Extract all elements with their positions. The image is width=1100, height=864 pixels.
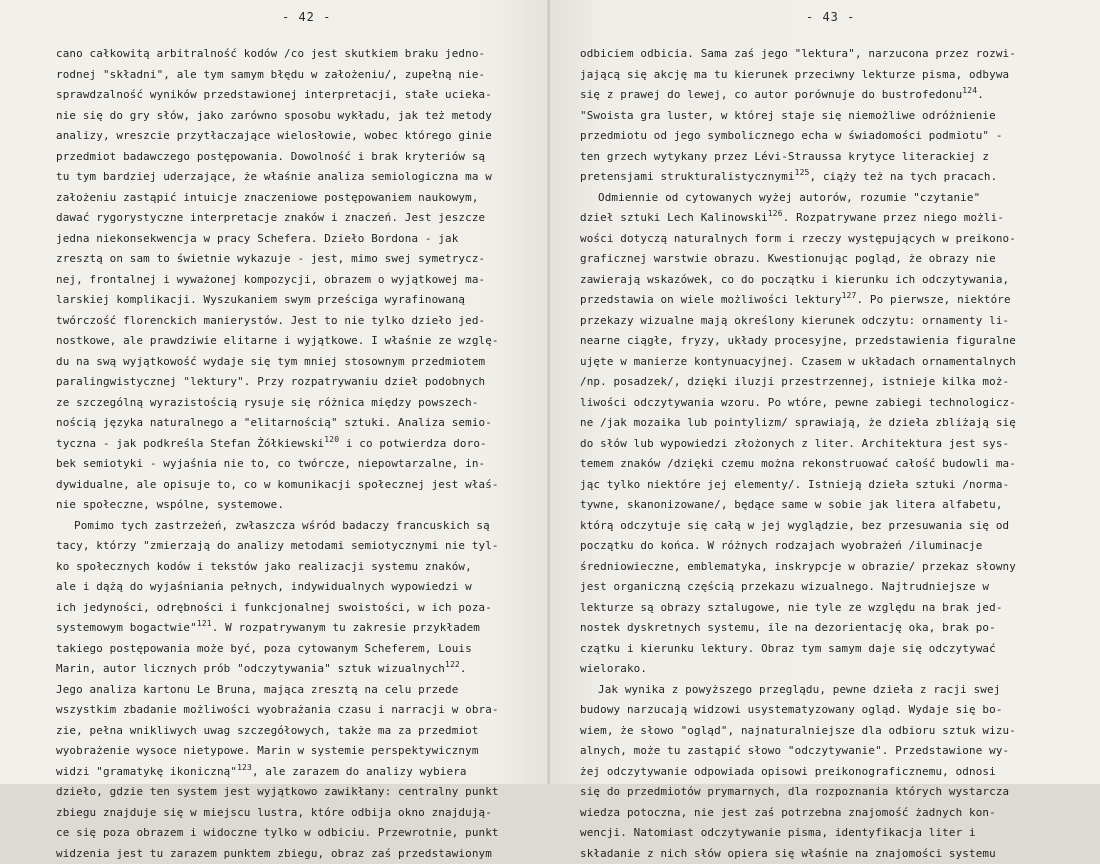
text-line: jest organiczną częścią przekazu wizualnego. Najtrudniejsze w [580,577,1050,598]
left-page [0,0,550,784]
left-page-text [56,44,524,864]
text-line: ce się poza obrazem i widoczne tylko w odbiciu. Przewrotnie, punkt [56,823,524,844]
right-page-text [580,44,1050,864]
text-line: ne /jak mozaika lub pointylizm/ sprawiają, że dzieła zbliżają się [580,413,1050,434]
footnote-reference: 122 [445,660,460,669]
text-line: założeniu zastąpić intuicje znaczeniowe postępowaniem naukowym, [56,188,524,209]
text-line: widzi "gramatykę ikoniczną"$^{123}$, ale zarazem do analizy wybiera [56,762,524,783]
text-line: jającą się akcję ma tu kierunek przeciwny lekturze pisma, odbywa [580,65,1050,86]
text-line: dywidualne, ale opisuje to, co w komunikacji społecznej jest właś- [56,475,524,496]
text-line: bek semiotyki - wyjaśnia nie to, co twórcze, niepowtarzalne, in- [56,454,524,475]
text-line: ko społecznych kodów i tekstów jako realizacji systemu znaków, [56,557,524,578]
text-line: graficznej warstwie obrazu. Kwestionując pogląd, że obrazy nie [580,249,1050,270]
text-line: alnych, może tu zastąpić słowo "odczytywanie". Przedstawione wy- [580,741,1050,762]
text-line: ten grzech wytykany przez Lévi-Straussa krytyce literackiej z [580,147,1050,168]
text-line: tacy, którzy "zmierzają do analizy metodami semiotycznymi nie tyl- [56,536,524,557]
footnote-reference: 126 [768,209,783,218]
footnote-reference: 125 [795,168,810,177]
text-line: lekturze są obrazy sztalugowe, nie tyle ze względu na brak jed- [580,598,1050,619]
text-line: wencji. Natomiast odczytywanie pisma, identyfikacja liter i [580,823,1050,844]
text-line: którą odczytuje się całą w jej wyglądzie, bez przesuwania się od [580,516,1050,537]
text-line: temem znaków /dzięki czemu można rekonstruować całość budowli ma- [580,454,1050,475]
text-line: Jego analiza kartonu Le Bruna, mająca zresztą na celu przede [56,680,524,701]
footnote-reference: 123 [237,763,252,772]
text-line: larskiej komplikacji. Wyszukaniem swym prześciga wyrafinowaną [56,290,524,311]
text-line: odbiciem odbicia. Sama zaś jego "lektura", narzucona przez rozwi- [580,44,1050,65]
text-line: nie społeczne, wspólne, systemowe. [56,495,524,516]
text-line: pretensjami strukturalistycznymi$^{125}$, ciąży też na tych pracach. [580,167,1050,188]
text-line: wszystkim zbadanie możliwości wyobrażania czasu i narracji w obra- [56,700,524,721]
page-number-left: - 42 - [282,10,331,24]
text-line: takiego postępowania może być, poza cytowanym Scheferem, Louis [56,639,524,660]
text-line: czątku i kierunku lektury. Obraz tym samym daje się odczytywać [580,639,1050,660]
text-line: jedna niekonsekwencja w pracy Schefera. Dzieło Bordona - jak [56,229,524,250]
text-line: składanie z nich słów opiera się właśnie na znajomości systemu [580,844,1050,864]
text-line: dzieł sztuki Lech Kalinowski$^{126}$. Rozpatrywane przez niego możli- [580,208,1050,229]
text-line: do słów lub wypowiedzi złożonych z liter. Architektura jest sys- [580,434,1050,455]
text-line: zbiegu znajduje się w miejscu lustra, które odbija okno znajdują- [56,803,524,824]
text-line: wości dotyczą naturalnych form i rzeczy występujących w preikono- [580,229,1050,250]
text-line: przedstawia on wiele możliwości lektury$^{127}$. Po pierwsze, niektóre [580,290,1050,311]
text-line: wielorako. [580,659,1050,680]
text-line: nearne ciągłe, fryzy, układy procesyjne, przedstawienia figuralne [580,331,1050,352]
text-line: ich jedyności, odrębności i funkcjonalnej swoistości, w ich poza- [56,598,524,619]
text-line: Pomimo tych zastrzeżeń, zwłaszcza wśród badaczy francuskich są [56,516,524,537]
text-line: dawać rygorystyczne interpretacje znaków i znaczeń. Jest jeszcze [56,208,524,229]
text-line: widzenia jest tu zarazem punktem zbiegu, obraz zaś przedstawionym [56,844,524,864]
footnote-reference: 121 [197,619,212,628]
text-line: dzieło, gdzie ten system jest wyjątkowo zawikłany: centralny punkt [56,782,524,803]
text-line: Jak wynika z powyższego przeglądu, pewne dzieła z racji swej [580,680,1050,701]
footnote-reference: 124 [962,86,977,95]
text-line: analizy, wreszcie przytłaczające wielosłowie, wobec którego ginie [56,126,524,147]
text-line: rodnej "składni", ale tym samym błędu w założeniu/, zupełną nie- [56,65,524,86]
text-line: Marin, autor licznych prób "odczytywania" sztuk wizualnych$^{122}$. [56,659,524,680]
text-line: tywne, skanonizowane/, będące same w sobie jak litera alfabetu, [580,495,1050,516]
text-line: ze szczególną wyrazistością rysuje się różnica między powszech- [56,393,524,414]
text-line: ale i dążą do wyjaśniania pełnych, indywidualnych wypowiedzi w [56,577,524,598]
text-line: przedmiotu od jego symbolicznego echa w świadomości podmiotu" - [580,126,1050,147]
text-line: ujęte w manierze kontynuacyjnej. Czasem w układach ornamentalnych [580,352,1050,373]
text-line: "Swoista gra luster, w której staje się niemożliwe odróżnienie [580,106,1050,127]
text-line: się z prawej do lewej, co autor porównuje do bustrofedonu$^{124}$. [580,85,1050,106]
right-page [550,0,1100,784]
text-line: systemowym bogactwie"$^{121}$. W rozpatrywanym tu zakresie przykładem [56,618,524,639]
text-line: przedmiot badawczego postępowania. Dowolność i brak kryteriów są [56,147,524,168]
text-line: wiedza potoczna, nie jest zaś potrzebna znajomość żadnych kon- [580,803,1050,824]
text-line: wyobrażenie wysoce nietypowe. Marin w systemie perspektywicznym [56,741,524,762]
text-line: budowy narzucają widzowi usystematyzowany ogląd. Wydaje się bo- [580,700,1050,721]
text-line: jąc tylko niektóre jej elementy/. Istnieją dzieła sztuki /norma- [580,475,1050,496]
text-line: wiem, że słowo "ogląd", najnaturalniejsze dla odbioru sztuk wizu- [580,721,1050,742]
text-line: zresztą on sam to świetnie wykazuje - jest, mimo swej symetrycz- [56,249,524,270]
text-line: przekazy wizualne mają określony kierunek odczytu: ornamenty li- [580,311,1050,332]
text-line: nej, frontalnej i wyważonej kompozycji, obrazem o wyjątkowej ma- [56,270,524,291]
footnote-reference: 127 [842,291,857,300]
text-line: nością języka naturalnego a "elitarnością" sztuki. Analiza semio- [56,413,524,434]
text-line: tu tym bardziej uderzające, że właśnie analiza semiologiczna ma w [56,167,524,188]
text-line: Odmiennie od cytowanych wyżej autorów, rozumie "czytanie" [580,188,1050,209]
text-line: nostkowe, ale prawdziwie elitarne i wyjątkowe. I właśnie ze wzglę- [56,331,524,352]
text-line: żej odczytywanie odpowiada opisowi preikonograficznemu, odnosi [580,762,1050,783]
text-line: paralingwistycznej "lektury". Przy rozpatrywaniu dzieł podobnych [56,372,524,393]
text-line: liwości odczytywania wzoru. Po wtóre, pewne zabiegi technologicz- [580,393,1050,414]
text-line: sprawdzalność wyników przedstawionej interpretacji, stałe ucieka- [56,85,524,106]
text-line: cano całkowitą arbitralność kodów /co jest skutkiem braku jedno- [56,44,524,65]
text-line: nostek dyskretnych systemu, ile na dezorientację oka, brak po- [580,618,1050,639]
page-number-right: - 43 - [806,10,855,24]
text-line: zawierają wskazówek, co do początku i kierunku ich odczytywania, [580,270,1050,291]
text-line: /np. posadzek/, dzięki iluzji przestrzennej, istnieje kilka moż- [580,372,1050,393]
text-line: średniowieczne, emblematyka, inskrypcje w obrazie/ przekaz słowny [580,557,1050,578]
text-line: początku do końca. W różnych rodzajach wyobrażeń /iluminacje [580,536,1050,557]
footnote-reference: 120 [324,435,339,444]
text-line: się do przedmiotów prymarnych, dla rozpoznania których wystarcza [580,782,1050,803]
text-line: du na swą wyjątkowość wydaje się tym mniej stosownym przedmiotem [56,352,524,373]
text-line: tyczna - jak podkreśla Stefan Żółkiewski$^{120}$ i co potwierdza doro- [56,434,524,455]
text-line: nie się do gry słów, jako zarówno sposobu wykładu, jak też metody [56,106,524,127]
text-line: zie, pełna wnikliwych uwag szczegółowych, także ma za przedmiot [56,721,524,742]
text-line: twórczość florenckich manierystów. Jest to nie tylko dzieło jed- [56,311,524,332]
